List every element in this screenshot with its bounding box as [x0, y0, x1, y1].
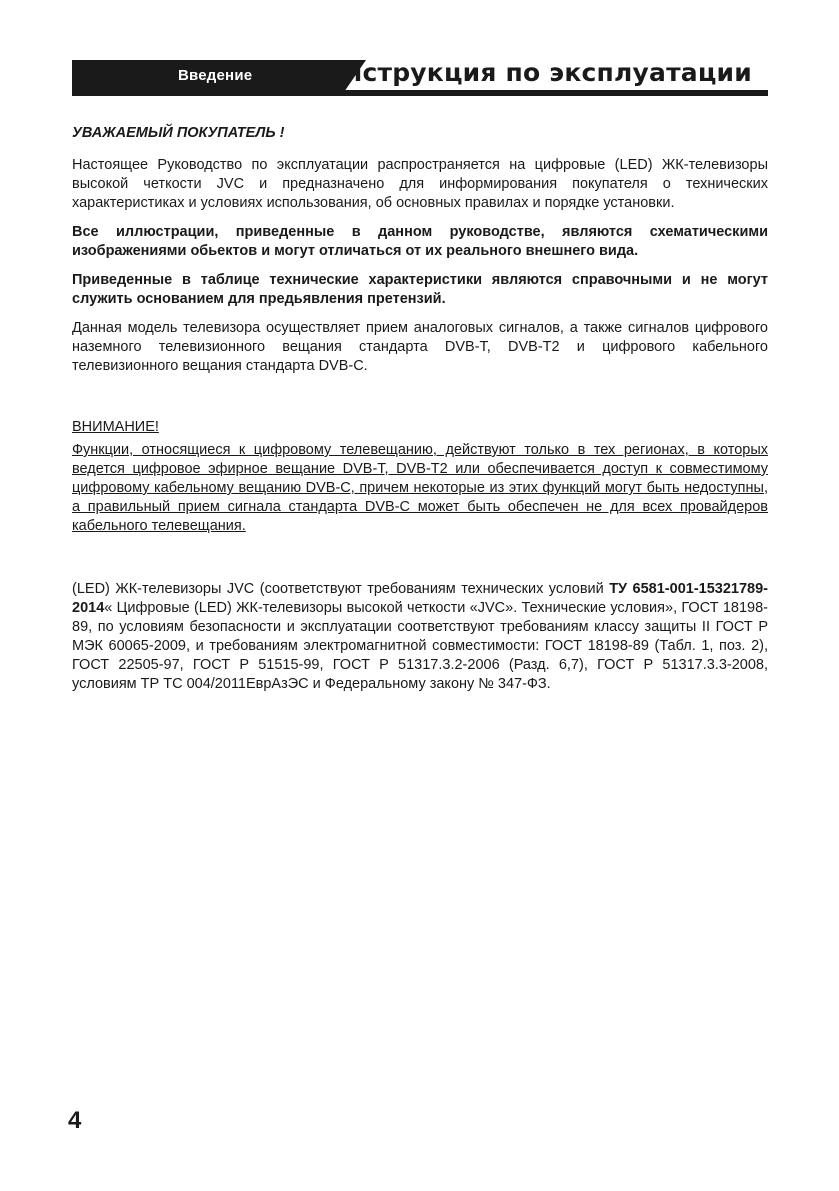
intro-paragraph: Настоящее Руководство по эксплуатации распространяется на цифровые (LED) ЖК-телевизоры высокой четкости JVC и предназначено для информирования покупателя о технических характеристиках и условиях использования, об основных правилах и порядке установки.: [72, 157, 768, 211]
page-number: 4: [68, 1107, 82, 1134]
illustrations-note: Все иллюстрации, приведенные в данном руководстве, являются схематическими изображениями обьектов и могут отличаться от их реального внешнего вида.: [72, 224, 768, 259]
page-content: [72, 124, 768, 694]
cert-prefix: (LED) ЖК-телевизоры JVC (соответствуют требованиям технических условий: [72, 581, 610, 597]
reception-paragraph: Данная модель телевизора осуществляет прием аналоговых сигналов, а также сигналов цифрового наземного телевизионного вещания стандарта DVB-T, DVB-T2 и цифрового кабельного телевизионного вещания стандарта DVB-C.: [72, 320, 768, 374]
certification-paragraph: [72, 580, 768, 694]
greeting: УВАЖАЕМЫЙ ПОКУПАТЕЛЬ !: [72, 125, 285, 141]
page-title: Инструкция по эксплуатации: [323, 58, 752, 87]
cert-suffix: « Цифровые (LED) ЖК-телевизоры высокой четкости «JVC». Технические условия», ГОСТ 18198-89, по условиям безопасности и эксплуатации соответствуют требованиям классу защиты II ГОСТ Р МЭК 60065-2009, и требованиям электромагнитной совместимости: ГОСТ 18198-89 (Табл. 1, поз. 2), ГОСТ 22505-97, ГОСТ Р 51515-99, ГОСТ Р 51317.3.2-2006 (Разд. 6,7), ГОСТ Р 51317.3.3-2008, условиям ТР ТС 004/2011ЕврАзЭС и Федеральному закону № 347-ФЗ.: [72, 600, 768, 692]
page-header: [72, 58, 768, 96]
attention-text: Функции, относящиеся к цифровому телевещанию, действуют только в тех регионах, в которых ведется цифровое эфирное вещание DVB-T, DVB-T2 или обеспечивается доступ к совместимому цифровому кабельному вещанию DVB-C, причем некоторые из этих функций могут быть недоступны, а правильный прием сигнала стандарта DVB-C может быть обеспечен не для всех провайдеров кабельного телевещания.: [72, 442, 768, 534]
cert-spec-code: ТУ 6581-001-15321789-2014: [72, 581, 768, 616]
specs-note: Приведенные в таблице технические характеристики являются справочными и не могут служить основанием для предьявления претензий.: [72, 272, 768, 307]
attention-title: ВНИМАНИЕ!: [72, 419, 159, 435]
header-rule: [72, 90, 768, 96]
header-section-label: Введение: [178, 67, 253, 84]
